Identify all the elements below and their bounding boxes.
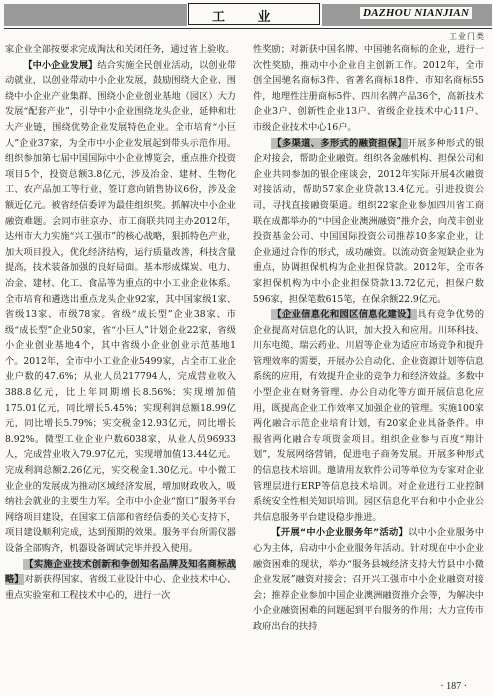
section-body: 结合实施全民创业活动，以创业带动就业，以创业带动中小企业发展，鼓励围绕大企业、围绕中小企业产业集群、围绕小企业创业基地（园区）大力发展“配套产业”，引导中小企业围绕龙头企业，延伸和壮大产业链，围绕优势企业发展特色企业。全市培育“小巨人”企业37家，为全市中小企业发展起到带头示范作用。组织参加第七届中国国际中小企业博览会，重点推介投资项目5个，投资总额3.8亿元，涉及冶金、建材、生物化工、农产品加工等行业，签订意向销售协议6份，涉及金额近亿元。被省经信委评为最佳组织奖。抓解决中小企业融资难题。会同市驻京办、市工商联共同主办2012年，达州市大力实施“兴工强市”的核心战略，狠抓特色产业，加大项目投入，优化经济结构，运行质量改善，科技含量提高，技术装备加强的良好局面。基本形成煤炭、电力、冶金、建材、化工、食品等为重点的中小工业企业体系。全市培育和遴选出重点龙头企业92家，其中国家级1家、省级13家、市级78家。省级“成长型”企业38家、市级“成长型”企业50家，省“小巨人”计划企业22家，省级小企业创业基地4个，其中省级小企业创业示范基地1个。2012年，全市中小工业企业5499家，占全市工业企业户数的47.6%；从业人员217794人，完成营业收入388.8亿元，比上年同期增长8.56%；实现增加值175.01亿元，同比增长5.45%；实现利润总额18.99亿元，同比增长5.79%；实交税金12.93亿元，同比增长8.92%。微型工业企业户数6038家，从业人员96933人，完成营业收入79.97亿元，实现增加值13.44亿元。完成利润总额2.26亿元，实交税金1.30亿元。中小微工业企业的发展成为推动区域经济发展，增加财政收入，吸纳社会就业的主要生力军。全市中小企业“窗口”服务平台网络项目建设，在国家工信部和省经信委的关心支持下，项目建设顺利完成，达到预期的效果。服务平台所需仪器设备全部购齐，机器设备调试完毕并投入使用。 bbox=[5, 59, 237, 554]
paragraph: 家企业全部按要求完成淘汰和关闭任务，通过省上验收。 bbox=[5, 44, 235, 55]
section-paragraph bbox=[5, 557, 236, 604]
left-column bbox=[5, 42, 236, 603]
header-rule bbox=[4, 28, 492, 29]
paragraph: 性奖励；对新获中国名牌、中国驰名商标的企业，进行一次性奖励，推动中小企业自主创新工作。2012年，全市创全国驰名商标3件、省著名商标18件、市知名商标55件，地理性注册商标5件、四川名牌产品36个，高新技术企业3户、创新性企业13户、省级企业技术中心11户、市级企业技术中心16户。 bbox=[253, 44, 484, 133]
header-title: 工 业 bbox=[212, 10, 285, 25]
right-column bbox=[253, 42, 484, 635]
section-body: 以中小企业服务中心为主体，启动中小企业服务年活动。针对现在中小企业融资困难的现状，举办“服务县城经济支持大竹县中小微企业发展”融资对接会；召开兴工强市中小企业融资对接会；推荐企业参加中国企业澳洲融资推介会等，为解决中小企业融资困难的问题起到平台服务的作用；大力宣传市政府出台的扶持 bbox=[253, 527, 485, 632]
section-body: 具有竞争优势的企业提高对信息化的认识，加大投入和应用。川环科技、川东电缆、瑞云药业、川眉等企业为适应市场竞争和提升管理效率的需要，开展办公自动化、企业资源计划等信息系统的应用，有效提升企业的竞争力和经济效益。多数中小型企业在财务管理、办公自动化等方面开展信息化应用，既提高企业工作效率又加强企业的管理。实施100家两化融合示范企业培育计划，有20家企业具备条件。申报省两化融合专项资金项目。组织企业参与百度“翔计划”，发展网络营销，促进电子商务发展。开展多种形式的信息技术培训。邀请用友软件公司等单位为专家对企业管理层进行ERP等信息技术培训。对企业进行工业控制系统安全性相关知识培训。园区信息化平台和中小企业公共信息服务平台建设稳步推进。 bbox=[253, 309, 485, 523]
page-number: · 187 · bbox=[440, 681, 467, 692]
section-paragraph bbox=[5, 58, 236, 557]
header-journal-name: DAZHOU NIANJIAN bbox=[360, 7, 472, 19]
section-body: 开展多种形式的银企对接会，帮助企业融资。组织各金融机构、担保公司和企业共同参加的银企座谈会，2012年实际开展4次融资对接活动，帮助57家企业贷款13.4亿元。引进投资公司，寻找直接融资渠道。组织22家企业参加四川省工商联在成都举办的“中国企业澳洲融资”推介会，向茂丰创业投资基金公司、中国国际投资公司推荐10多家企业，让企业通过合作的形式，成功融资。以流动资金短缺企业为重点，协调担保机构为企业担保贷款。2012年，全市各家担保机构为中小企业担保贷款13.72亿元，担保户数596家，担保笔数615笔，在保余额22.9亿元。 bbox=[253, 137, 484, 305]
header-section-label: 工业门类 bbox=[449, 32, 485, 41]
section-paragraph bbox=[253, 136, 484, 308]
section-heading: 【实施企业技术创新和争创知名品牌及知名商标战略】 bbox=[5, 558, 236, 586]
section-body: 对新获得国家、省级工业设计中心、企业技术中心、重点实验室和工程技术中心的，进行一次 bbox=[5, 574, 237, 601]
page-header bbox=[0, 0, 493, 40]
header-bar-left bbox=[4, 4, 187, 26]
section-heading: 【中小企业发展】 bbox=[23, 59, 98, 71]
section-heading: 【多渠道、多形式的融资担保】 bbox=[272, 137, 407, 149]
section-paragraph bbox=[253, 525, 484, 634]
section-paragraph bbox=[253, 307, 484, 525]
section-heading: 【企业信息化和园区信息化建设】 bbox=[272, 309, 417, 321]
section-heading: 【开展“中小企业服务年”活动】 bbox=[271, 527, 409, 539]
